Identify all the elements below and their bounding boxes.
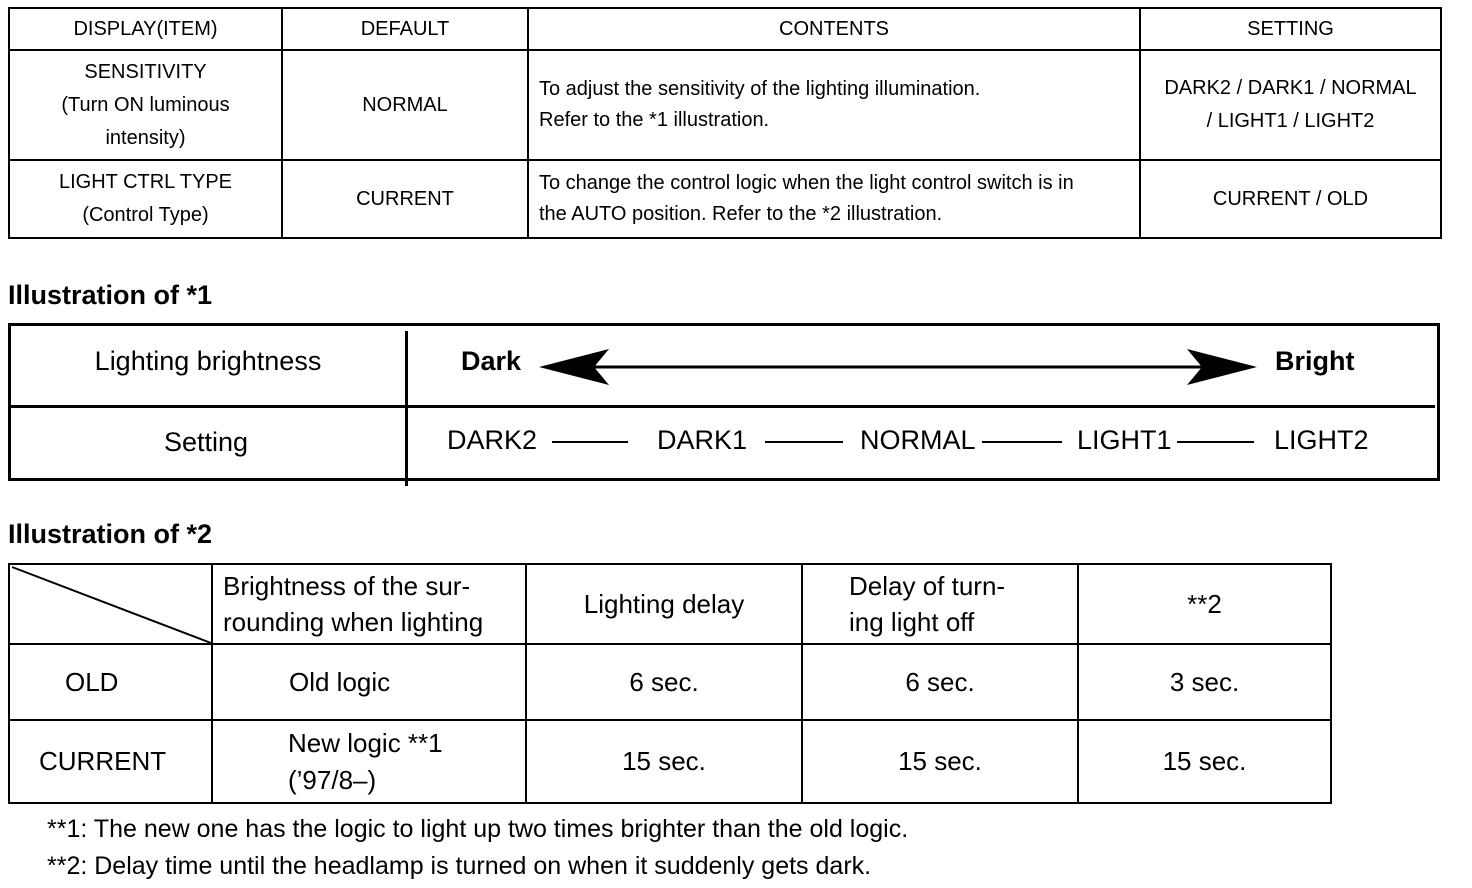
- cell-item-light-ctrl: LIGHT CTRL TYPE (Control Type): [9, 160, 282, 238]
- logic-header-row: [9, 564, 1331, 644]
- setting-dark2: DARK2: [447, 425, 538, 455]
- illustration2-title: Illustration of *2: [8, 519, 213, 549]
- bright-label: Bright: [1275, 346, 1355, 376]
- header-note2: **2: [1078, 564, 1331, 644]
- cell-setting-sensitivity: DARK2 / DARK1 / NORMAL / LIGHT1 / LIGHT2: [1140, 50, 1441, 160]
- row-note2-current: 15 sec.: [1078, 720, 1331, 803]
- setting-label: Setting: [163, 427, 249, 457]
- illustration1-diagram: [8, 323, 1440, 481]
- row-type-current: CURRENT: [9, 720, 212, 803]
- header-brightness: Brightness of the sur- rounding when lighting: [212, 564, 526, 644]
- cell-default-light-ctrl: CURRENT: [282, 160, 528, 238]
- diagonal-line: [10, 565, 213, 645]
- brightness-label: Lighting brightness: [94, 346, 322, 376]
- illustration1-title: Illustration of *1: [8, 280, 213, 310]
- header-setting: SETTING: [1140, 8, 1441, 50]
- double-arrow-icon: [539, 344, 1257, 388]
- footnote-2: **2: Delay time until the headlamp is turned on when it suddenly gets dark.: [47, 852, 872, 880]
- logic-table: [8, 563, 1332, 804]
- table-row-current: [9, 720, 1331, 803]
- header-contents: CONTENTS: [528, 8, 1140, 50]
- row-off-delay-old: 6 sec.: [802, 644, 1078, 720]
- setting-normal: NORMAL: [860, 425, 976, 455]
- settings-header-row: [9, 8, 1441, 50]
- header-default: DEFAULT: [282, 8, 528, 50]
- table-row-old: [9, 644, 1331, 720]
- header-display-item: DISPLAY(ITEM): [9, 8, 282, 50]
- settings-table: [8, 7, 1442, 239]
- cell-default-sensitivity: NORMAL: [282, 50, 528, 160]
- header-delay-off: Delay of turn- ing light off: [802, 564, 1078, 644]
- setting-light2: LIGHT2: [1274, 425, 1369, 455]
- connector-line: [1177, 441, 1254, 443]
- row-off-delay-current: 15 sec.: [802, 720, 1078, 803]
- connector-line: [982, 441, 1062, 443]
- header-lighting-delay: Lighting delay: [526, 564, 802, 644]
- setting-dark1: DARK1: [657, 425, 748, 455]
- diagonal-corner-cell: [9, 564, 212, 644]
- table-row-light-ctrl-type: [9, 160, 1441, 238]
- cell-item-sensitivity: SENSITIVITY (Turn ON luminous intensity): [9, 50, 282, 160]
- row-divider: [11, 405, 1435, 408]
- setting-light1: LIGHT1: [1077, 425, 1172, 455]
- dark-label: Dark: [461, 346, 522, 376]
- cell-setting-light-ctrl: CURRENT / OLD: [1140, 160, 1441, 238]
- row-lighting-delay-current: 15 sec.: [526, 720, 802, 803]
- row-type-old: OLD: [9, 644, 212, 720]
- cell-contents-light-ctrl: To change the control logic when the light control switch is in the AUTO position. Refer to the *2 illustration.: [528, 160, 1140, 238]
- cell-contents-sensitivity: To adjust the sensitivity of the lighting illumination. Refer to the *1 illustration.: [528, 50, 1140, 160]
- row-logic-old: Old logic: [212, 644, 526, 720]
- connector-line: [552, 441, 628, 443]
- connector-line: [765, 441, 843, 443]
- row-note2-old: 3 sec.: [1078, 644, 1331, 720]
- footnote-1: **1: The new one has the logic to light up two times brighter than the old logic.: [47, 815, 909, 843]
- column-divider: [405, 331, 408, 486]
- table-row-sensitivity: [9, 50, 1441, 160]
- row-lighting-delay-old: 6 sec.: [526, 644, 802, 720]
- row-logic-current: New logic **1 (’97/8–): [212, 720, 526, 803]
